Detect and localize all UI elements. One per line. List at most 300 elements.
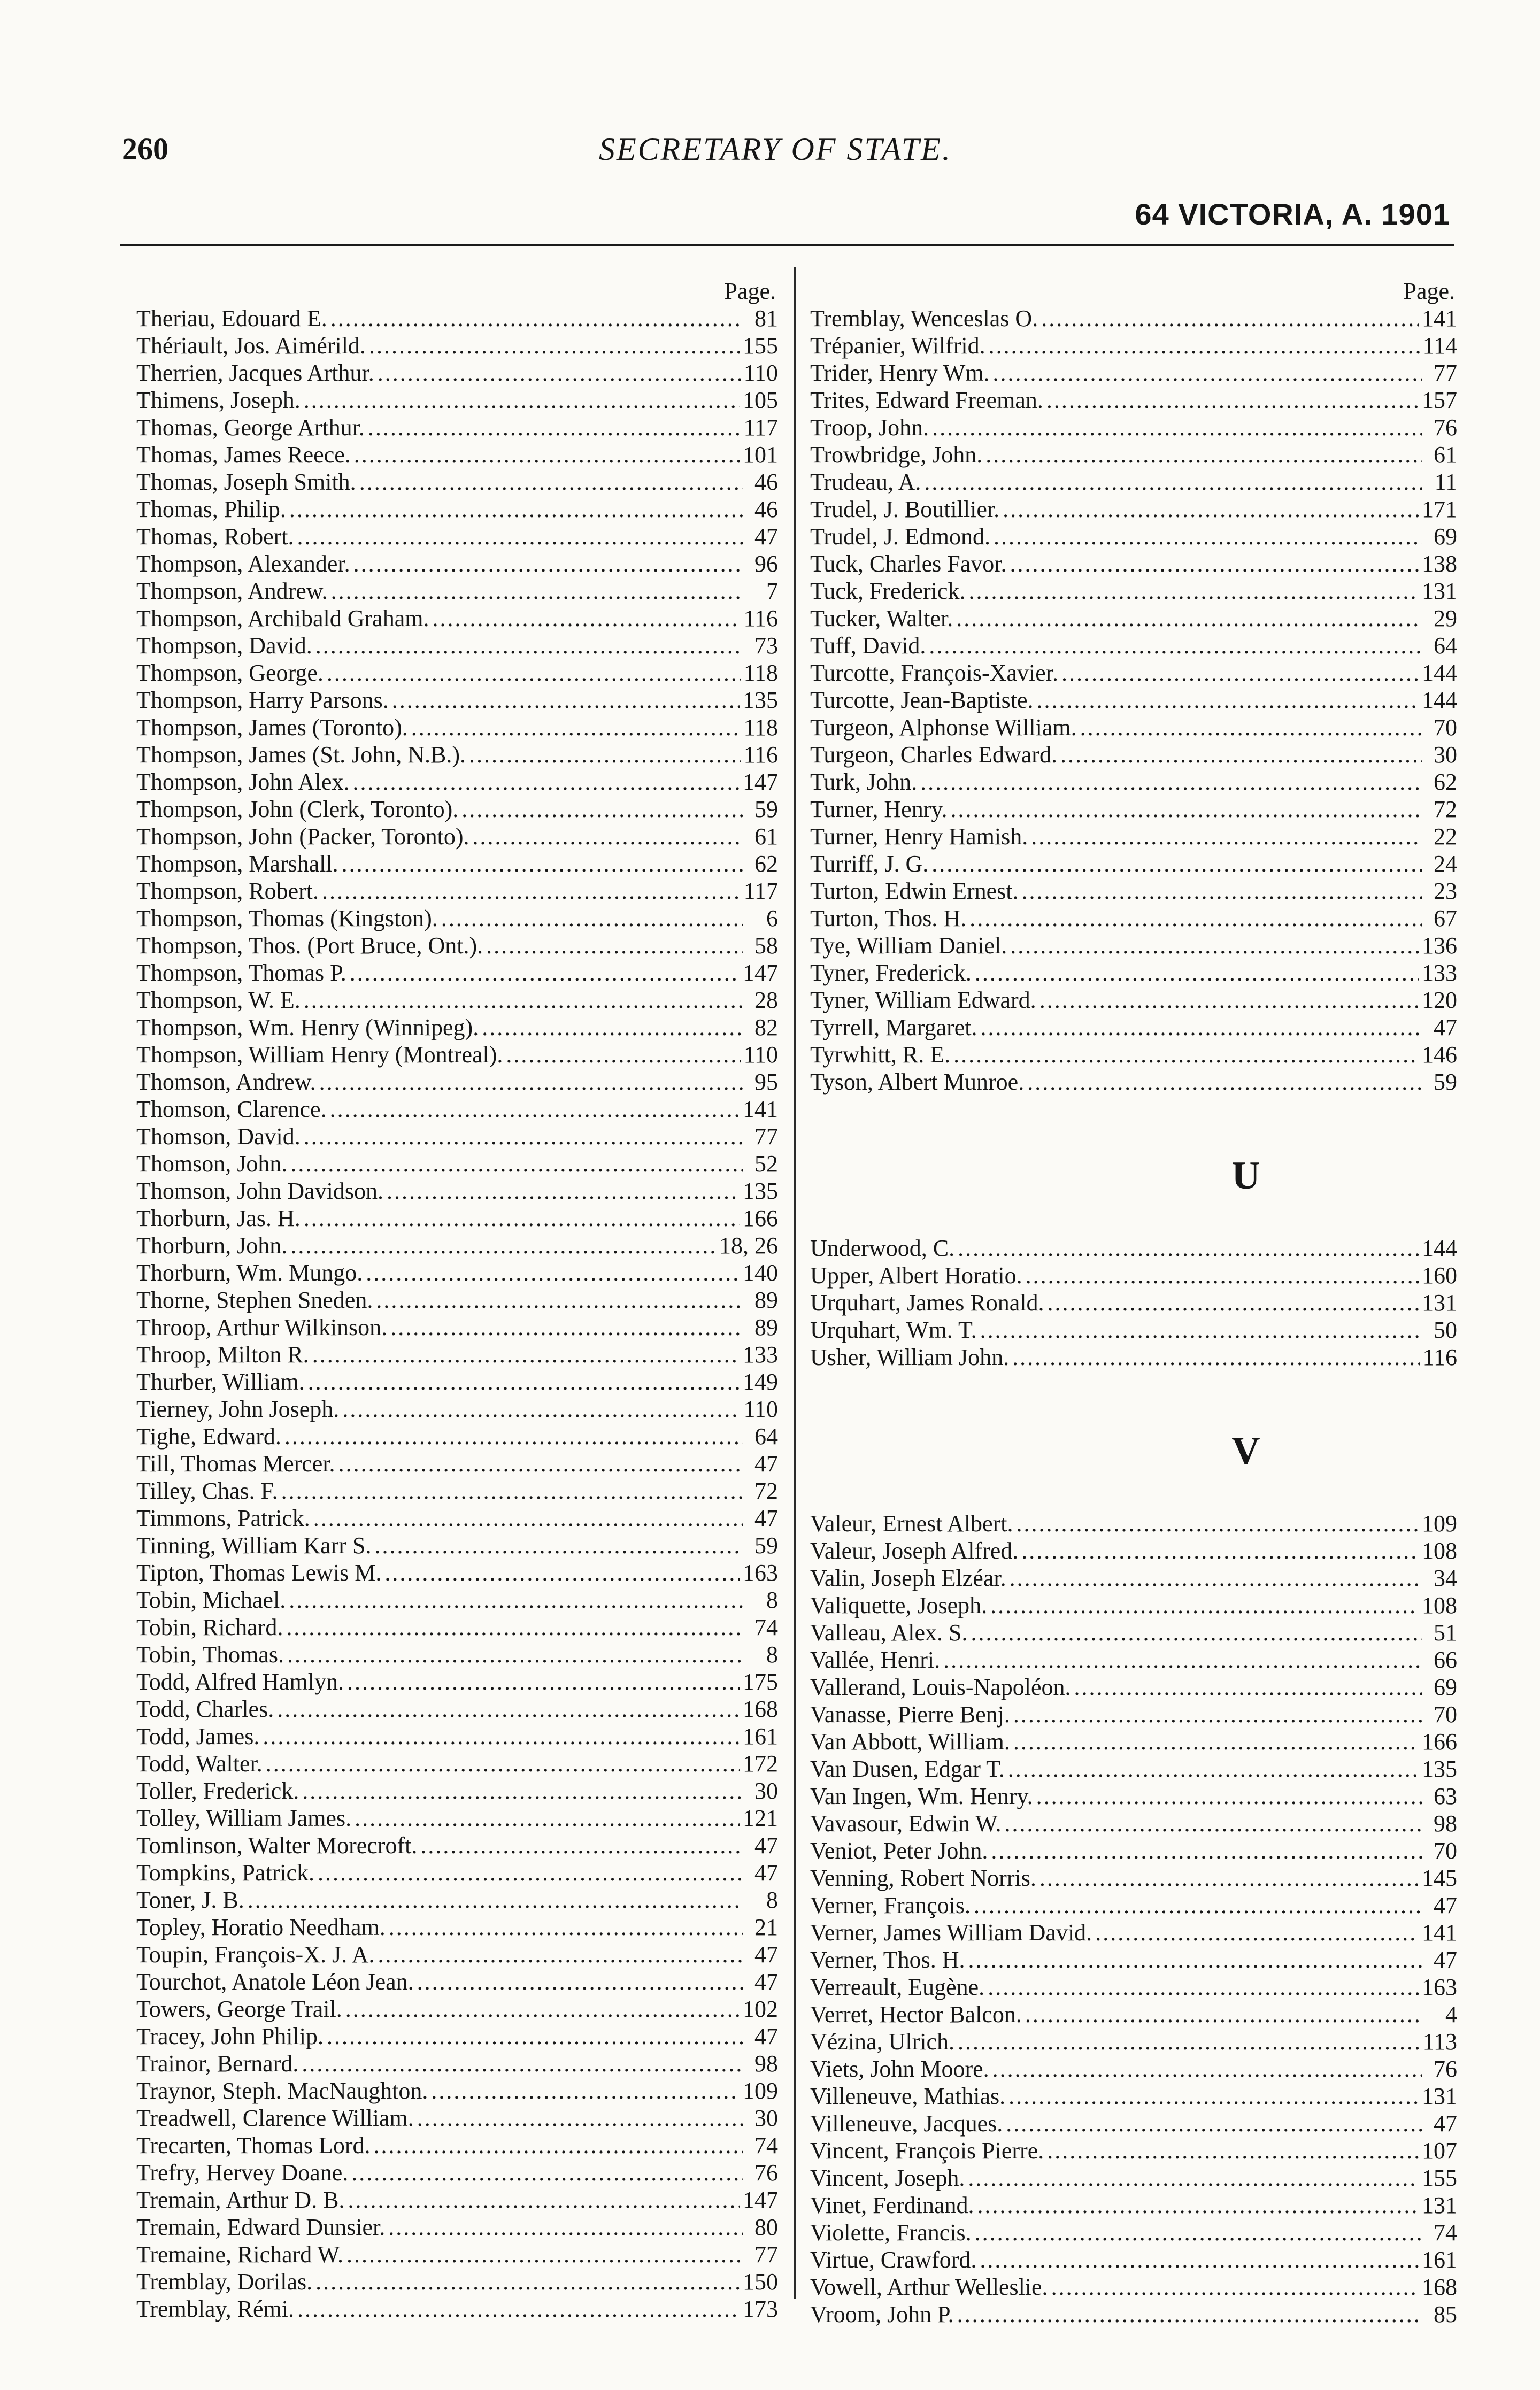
entry-name: Thompson, George. xyxy=(136,660,324,686)
dot-leader xyxy=(1026,1262,1419,1289)
entry-page: 47 xyxy=(754,1860,778,1886)
entry-page: 175 xyxy=(743,1669,778,1695)
entry-page: 6 xyxy=(766,905,778,931)
index-entry xyxy=(136,1668,778,1695)
index-entry xyxy=(136,687,778,714)
entry-page: 147 xyxy=(743,2187,778,2213)
index-entry xyxy=(810,2219,1457,2246)
entry-name: Vézina, Ulrich. xyxy=(810,2029,954,2055)
index-entry xyxy=(136,577,778,605)
entry-page: 157 xyxy=(1422,387,1457,413)
index-entry xyxy=(136,1805,778,1832)
entry-name: Trudel, J. Boutillier. xyxy=(810,496,1000,522)
entry-page: 133 xyxy=(743,1342,778,1368)
index-entry xyxy=(136,414,778,441)
entry-page: 64 xyxy=(754,1423,778,1450)
entry-name: Toller, Frederick. xyxy=(136,1778,299,1804)
entry-name: Thompson, Andrew. xyxy=(136,578,328,604)
dot-leader xyxy=(281,1477,743,1505)
entry-page: 63 xyxy=(1434,1783,1457,1809)
dot-leader xyxy=(345,1995,740,2023)
entry-page: 166 xyxy=(1422,1729,1457,1755)
index-entry xyxy=(810,1973,1457,2001)
dot-leader xyxy=(330,1096,740,1123)
dot-leader xyxy=(302,2050,743,2077)
entry-page: 47 xyxy=(754,1505,778,1531)
index-entry xyxy=(136,1096,778,1123)
entry-page: 144 xyxy=(1422,1235,1457,1261)
dot-leader xyxy=(1046,387,1419,414)
entry-name: Turriff, J. G. xyxy=(810,851,929,877)
index-entry xyxy=(136,1832,778,1859)
index-entry xyxy=(136,550,778,577)
entry-name: Trudeau, A. xyxy=(810,469,921,495)
entry-page: 98 xyxy=(754,2050,778,2077)
index-entry xyxy=(136,1614,778,1641)
entry-name: Todd, James. xyxy=(136,1723,260,1749)
entry-name: Turner, Henry Hamish. xyxy=(810,823,1028,850)
index-entry xyxy=(136,1886,778,1914)
index-entry xyxy=(810,1564,1457,1592)
entry-page: 51 xyxy=(1434,1620,1457,1646)
index-entry xyxy=(136,986,778,1014)
entry-page: 118 xyxy=(743,660,778,686)
dot-leader xyxy=(374,1532,743,1559)
entry-name: Upper, Albert Horatio. xyxy=(810,1262,1022,1289)
entry-page: 70 xyxy=(1434,714,1457,741)
entry-page: 46 xyxy=(754,496,778,522)
index-entry xyxy=(136,523,778,550)
dot-leader xyxy=(486,932,743,959)
index-entry xyxy=(810,1344,1457,1371)
entry-page: 131 xyxy=(1422,2083,1457,2109)
entry-page: 116 xyxy=(1422,1344,1457,1370)
entry-page: 172 xyxy=(743,1751,778,1777)
dot-leader xyxy=(932,414,1422,441)
index-entry xyxy=(810,2273,1457,2301)
entry-name: Thomas, Joseph Smith. xyxy=(136,469,356,495)
entry-name: Trainor, Bernard. xyxy=(136,2050,299,2077)
index-entry xyxy=(136,2241,778,2268)
entry-page: 89 xyxy=(754,1287,778,1313)
entry-page: 69 xyxy=(1434,523,1457,550)
entry-page: 113 xyxy=(1422,2029,1457,2055)
dot-leader xyxy=(1013,1728,1419,1755)
entry-page: 133 xyxy=(1422,960,1457,986)
index-entry xyxy=(136,741,778,768)
entry-page: 24 xyxy=(1434,851,1457,877)
entry-name: Tremblay, Dorilas. xyxy=(136,2269,313,2295)
entry-page: 8 xyxy=(766,1641,778,1668)
index-entry xyxy=(136,1723,778,1750)
dot-leader xyxy=(975,2219,1422,2246)
index-entry xyxy=(810,1289,1457,1316)
index-entry xyxy=(810,1728,1457,1755)
dot-leader xyxy=(331,577,743,605)
dot-leader xyxy=(974,1892,1422,1919)
entry-name: Thompson, John (Packer, Toronto). xyxy=(136,823,469,850)
entry-page: 47 xyxy=(754,2023,778,2049)
entry-page: 109 xyxy=(1422,1510,1457,1537)
entry-name: Thomas, Philip. xyxy=(136,496,286,522)
entry-page: 155 xyxy=(743,333,778,359)
entry-name: Turner, Henry. xyxy=(810,796,948,822)
entry-name: Todd, Charles. xyxy=(136,1696,274,1722)
index-entry xyxy=(136,2023,778,2050)
page-column-heading: Page. xyxy=(724,278,776,304)
entry-name: Tinning, William Karr S. xyxy=(136,1532,372,1559)
index-entry xyxy=(136,2268,778,2295)
dot-leader xyxy=(1095,1919,1419,1946)
index-entry xyxy=(810,1783,1457,1810)
entry-name: Till, Thomas Mercer. xyxy=(136,1451,335,1477)
index-entry xyxy=(136,1068,778,1096)
entry-name: Todd, Walter. xyxy=(136,1751,263,1777)
entry-page: 144 xyxy=(1422,660,1457,686)
entry-page: 61 xyxy=(754,823,778,850)
entry-page: 72 xyxy=(1434,796,1457,822)
entry-page: 47 xyxy=(1434,2110,1457,2137)
dot-leader xyxy=(277,1695,740,1723)
entry-page: 110 xyxy=(743,360,778,386)
index-entry xyxy=(136,305,778,332)
entry-page: 70 xyxy=(1434,1701,1457,1728)
dot-leader xyxy=(1003,496,1419,523)
entry-name: Valin, Joseph Elzéar. xyxy=(810,1565,1006,1591)
index-entry xyxy=(810,523,1457,550)
entry-name: Thompson, Harry Parsons. xyxy=(136,687,389,713)
dot-leader xyxy=(473,823,743,850)
entry-page: 59 xyxy=(754,1532,778,1559)
index-entry xyxy=(810,2055,1457,2083)
entry-name: Throop, Milton R. xyxy=(136,1342,309,1368)
index-entry xyxy=(810,714,1457,741)
entry-name: Turcotte, Jean-Baptiste. xyxy=(810,687,1034,713)
dot-leader xyxy=(441,905,743,932)
index-entry xyxy=(136,605,778,632)
entry-page: 149 xyxy=(743,1369,778,1395)
index-entry xyxy=(810,1701,1457,1728)
dot-leader xyxy=(387,1177,740,1205)
index-entry xyxy=(136,877,778,905)
entry-page: 110 xyxy=(743,1396,778,1422)
index-entry xyxy=(136,387,778,414)
index-entry xyxy=(136,1968,778,1995)
dot-leader xyxy=(1008,2083,1419,2110)
index-entry xyxy=(136,1150,778,1177)
entry-name: Tobin, Michael. xyxy=(136,1587,286,1613)
entry-name: Thomas, Robert. xyxy=(136,523,294,550)
index-entry xyxy=(136,1123,778,1150)
entry-name: Tuff, David. xyxy=(810,633,926,659)
index-entry xyxy=(810,796,1457,823)
dot-leader xyxy=(378,1941,743,1968)
dot-leader xyxy=(290,1232,716,1259)
index-entry xyxy=(136,1341,778,1368)
index-entry xyxy=(136,796,778,823)
entry-name: Thompson, Marshall. xyxy=(136,851,338,877)
entry-name: Valeur, Ernest Albert. xyxy=(810,1510,1013,1537)
entry-page: 74 xyxy=(754,1614,778,1640)
entry-name: Thompson, Wm. Henry (Winnipeg). xyxy=(136,1014,479,1040)
entry-list xyxy=(136,305,778,2323)
entry-name: Turgeon, Alphonse William. xyxy=(810,714,1077,741)
index-entry xyxy=(136,2132,778,2159)
entry-name: Thomson, John. xyxy=(136,1151,288,1177)
entry-name: Thurber, William. xyxy=(136,1369,305,1395)
index-entry xyxy=(136,468,778,496)
entry-name: Thomson, Andrew. xyxy=(136,1069,316,1095)
index-entry xyxy=(810,1919,1457,1946)
entry-page: 136 xyxy=(1422,932,1457,959)
index-entry xyxy=(810,577,1457,605)
dot-leader xyxy=(315,632,743,659)
entry-page: 131 xyxy=(1422,578,1457,604)
index-entry xyxy=(136,1859,778,1886)
entry-page: 161 xyxy=(1422,2247,1457,2273)
entry-page: 30 xyxy=(754,2105,778,2131)
entry-name: Vallée, Henri. xyxy=(810,1647,941,1673)
dot-leader xyxy=(392,687,740,714)
dot-leader xyxy=(980,1316,1422,1344)
entry-page: 108 xyxy=(1422,1538,1457,1564)
dot-leader xyxy=(1027,1068,1422,1096)
index-entry xyxy=(810,2301,1457,2328)
dot-leader xyxy=(994,523,1422,550)
dot-leader xyxy=(348,2186,740,2214)
entry-name: Timmons, Patrick. xyxy=(136,1505,310,1531)
index-entry xyxy=(136,1396,778,1423)
entry-name: Venning, Robert Norris. xyxy=(810,1865,1036,1891)
index-entry xyxy=(136,2186,778,2214)
index-entry xyxy=(136,714,778,741)
section-letter-u: U xyxy=(1231,1154,1260,1198)
index-entry xyxy=(810,305,1457,332)
entry-page: 74 xyxy=(1434,2219,1457,2246)
dot-leader xyxy=(988,1973,1419,2001)
dot-leader xyxy=(1051,2273,1419,2301)
entry-page: 61 xyxy=(1434,442,1457,468)
entry-name: Thompson, Thos. (Port Bruce, Ont.). xyxy=(136,932,483,959)
index-entry xyxy=(810,905,1457,932)
dot-leader xyxy=(1080,714,1422,741)
entry-name: Vavasour, Edwin W. xyxy=(810,1810,1002,1837)
entry-page: 135 xyxy=(1422,1756,1457,1782)
entry-name: Tolley, William James. xyxy=(136,1805,352,1831)
dot-leader xyxy=(266,1750,740,1777)
dot-leader xyxy=(351,2159,743,2186)
entry-name: Trudel, J. Edmond. xyxy=(810,523,990,550)
entry-page: 18, 26 xyxy=(719,1232,778,1259)
running-title: SECRETARY OF STATE. xyxy=(599,132,952,167)
dot-leader xyxy=(977,2192,1419,2219)
dot-leader xyxy=(376,1286,743,1314)
entry-name: Toupin, François-X. J. A. xyxy=(136,1941,375,1968)
dot-leader xyxy=(1022,877,1422,905)
entry-page: 74 xyxy=(754,2132,778,2158)
dot-leader xyxy=(1036,1783,1422,1810)
dot-leader xyxy=(359,468,743,496)
entry-name: Thomson, David. xyxy=(136,1123,301,1150)
entry-name: Turton, Thos. H. xyxy=(810,905,967,931)
entry-page: 59 xyxy=(754,796,778,822)
dot-leader xyxy=(469,741,741,768)
entry-page: 163 xyxy=(743,1560,778,1586)
index-entry xyxy=(810,2246,1457,2273)
index-entry xyxy=(810,2110,1457,2137)
index-entry xyxy=(136,1695,778,1723)
dot-leader xyxy=(1010,1564,1422,1592)
entry-name: Thompson, David. xyxy=(136,633,312,659)
entry-name: Turgeon, Charles Edward. xyxy=(810,742,1057,768)
entry-page: 77 xyxy=(1434,360,1457,386)
dot-leader xyxy=(1040,1864,1419,1892)
entry-name: Throop, Arthur Wilkinson. xyxy=(136,1314,388,1340)
index-entry xyxy=(810,2192,1457,2219)
index-entry xyxy=(136,1177,778,1205)
index-entry xyxy=(136,1586,778,1614)
entry-name: Tremblay, Wenceslas O. xyxy=(810,305,1038,331)
dot-leader xyxy=(506,1041,740,1068)
dot-leader xyxy=(924,468,1422,496)
index-entry xyxy=(136,441,778,468)
entry-name: Tyson, Albert Munroe. xyxy=(810,1069,1025,1095)
entry-name: Trépanier, Wilfrid. xyxy=(810,333,985,359)
entry-name: Tipton, Thomas Lewis M. xyxy=(136,1560,382,1586)
entry-page: 47 xyxy=(754,1941,778,1968)
dot-leader xyxy=(263,1723,740,1750)
entry-name: Underwood, C. xyxy=(810,1235,955,1261)
entry-page: 117 xyxy=(743,878,778,904)
dot-leader xyxy=(958,1235,1419,1262)
entry-page: 76 xyxy=(1434,2056,1457,2082)
index-entry xyxy=(136,850,778,877)
dot-leader xyxy=(981,1014,1422,1041)
dot-leader xyxy=(953,1041,1419,1068)
dot-leader xyxy=(417,2104,743,2132)
dot-leader xyxy=(969,905,1422,932)
dot-leader xyxy=(304,986,743,1014)
index-entry xyxy=(810,359,1457,387)
dot-leader xyxy=(1010,550,1419,577)
entry-page: 89 xyxy=(754,1314,778,1340)
index-entry xyxy=(810,2083,1457,2110)
index-entry xyxy=(136,1941,778,1968)
dot-leader xyxy=(318,1859,743,1886)
entry-name: Verner, Thos. H. xyxy=(810,1947,965,1973)
entry-page: 141 xyxy=(743,1096,778,1122)
dot-leader xyxy=(1061,659,1419,687)
entry-page: 47 xyxy=(754,523,778,550)
entry-name: Valiquette, Joseph. xyxy=(810,1592,988,1618)
dot-leader xyxy=(968,577,1419,605)
entry-name: Urquhart, Wm. T. xyxy=(810,1317,977,1343)
entry-name: Tompkins, Patrick. xyxy=(136,1860,315,1886)
entry-page: 114 xyxy=(1422,333,1457,359)
dot-leader xyxy=(327,2023,743,2050)
entry-page: 108 xyxy=(1422,1592,1457,1618)
index-entry xyxy=(136,1259,778,1286)
index-entry xyxy=(810,1316,1457,1344)
index-entry xyxy=(810,986,1457,1014)
entry-page: 77 xyxy=(754,2241,778,2268)
entry-name: Violette, Francis. xyxy=(810,2219,972,2246)
entry-name: Van Dusen, Edgar T. xyxy=(810,1756,1005,1782)
entry-name: Virtue, Crawford. xyxy=(810,2247,977,2273)
entry-page: 102 xyxy=(743,1996,778,2022)
entry-page: 146 xyxy=(1422,1042,1457,1068)
entry-page: 107 xyxy=(1422,2138,1457,2164)
index-entry xyxy=(136,823,778,850)
index-entry xyxy=(810,1946,1457,1973)
dot-leader xyxy=(304,1205,740,1232)
index-entry xyxy=(136,496,778,523)
entry-name: Towers, George Trail. xyxy=(136,1996,342,2022)
entry-page: 135 xyxy=(743,1178,778,1204)
entry-page: 64 xyxy=(1434,633,1457,659)
entry-page: 47 xyxy=(754,1969,778,1995)
dot-leader xyxy=(968,2164,1419,2192)
index-entry xyxy=(136,2077,778,2104)
dot-leader xyxy=(287,1641,743,1668)
dot-leader xyxy=(929,632,1422,659)
dot-leader xyxy=(327,659,741,687)
entry-name: Vinet, Ferdinand. xyxy=(810,2192,974,2218)
dot-leader xyxy=(388,2214,743,2241)
index-entry xyxy=(136,1750,778,1777)
index-entry xyxy=(810,632,1457,659)
dot-leader xyxy=(1010,932,1419,959)
index-entry xyxy=(136,2104,778,2132)
entry-name: Verreault, Eugène. xyxy=(810,1974,985,2000)
dot-leader xyxy=(319,1068,743,1096)
entry-name: Trecarten, Thomas Lord. xyxy=(136,2132,371,2158)
entry-name: Tobin, Thomas. xyxy=(136,1641,284,1668)
index-entry xyxy=(136,1232,778,1259)
entry-page: 147 xyxy=(743,960,778,986)
entry-page: 171 xyxy=(1422,496,1457,522)
entry-name: Thompson, Thomas P. xyxy=(136,960,346,986)
entry-page: 131 xyxy=(1422,1290,1457,1316)
entry-page: 21 xyxy=(754,1914,778,1940)
entry-page: 76 xyxy=(1434,414,1457,441)
entry-page: 98 xyxy=(1434,1810,1457,1837)
dot-leader xyxy=(350,959,740,986)
index-entry xyxy=(810,2164,1457,2192)
entry-name: Topley, Horatio Needham. xyxy=(136,1914,386,1940)
index-entry xyxy=(136,1777,778,1805)
entry-name: Tobin, Richard. xyxy=(136,1614,283,1640)
entry-name: Urquhart, James Ronald. xyxy=(810,1290,1044,1316)
entry-name: Therrien, Jacques Arthur. xyxy=(136,360,374,386)
dot-leader xyxy=(390,1314,743,1341)
entry-name: Thorburn, John. xyxy=(136,1232,288,1259)
index-entry xyxy=(810,1619,1457,1646)
index-entry xyxy=(810,850,1457,877)
index-entry xyxy=(810,550,1457,577)
dot-leader xyxy=(992,2055,1422,2083)
dot-leader xyxy=(411,714,741,741)
page-number: 260 xyxy=(122,132,168,166)
entry-name: Verret, Hector Balcon. xyxy=(810,2001,1022,2027)
entry-page: 96 xyxy=(754,551,778,577)
entry-name: Tyrwhitt, R. E. xyxy=(810,1042,951,1068)
dot-leader xyxy=(368,414,741,441)
index-entry xyxy=(810,1068,1457,1096)
dot-leader xyxy=(980,2246,1419,2273)
dot-leader xyxy=(958,2028,1420,2055)
entry-page: 47 xyxy=(1434,1947,1457,1973)
